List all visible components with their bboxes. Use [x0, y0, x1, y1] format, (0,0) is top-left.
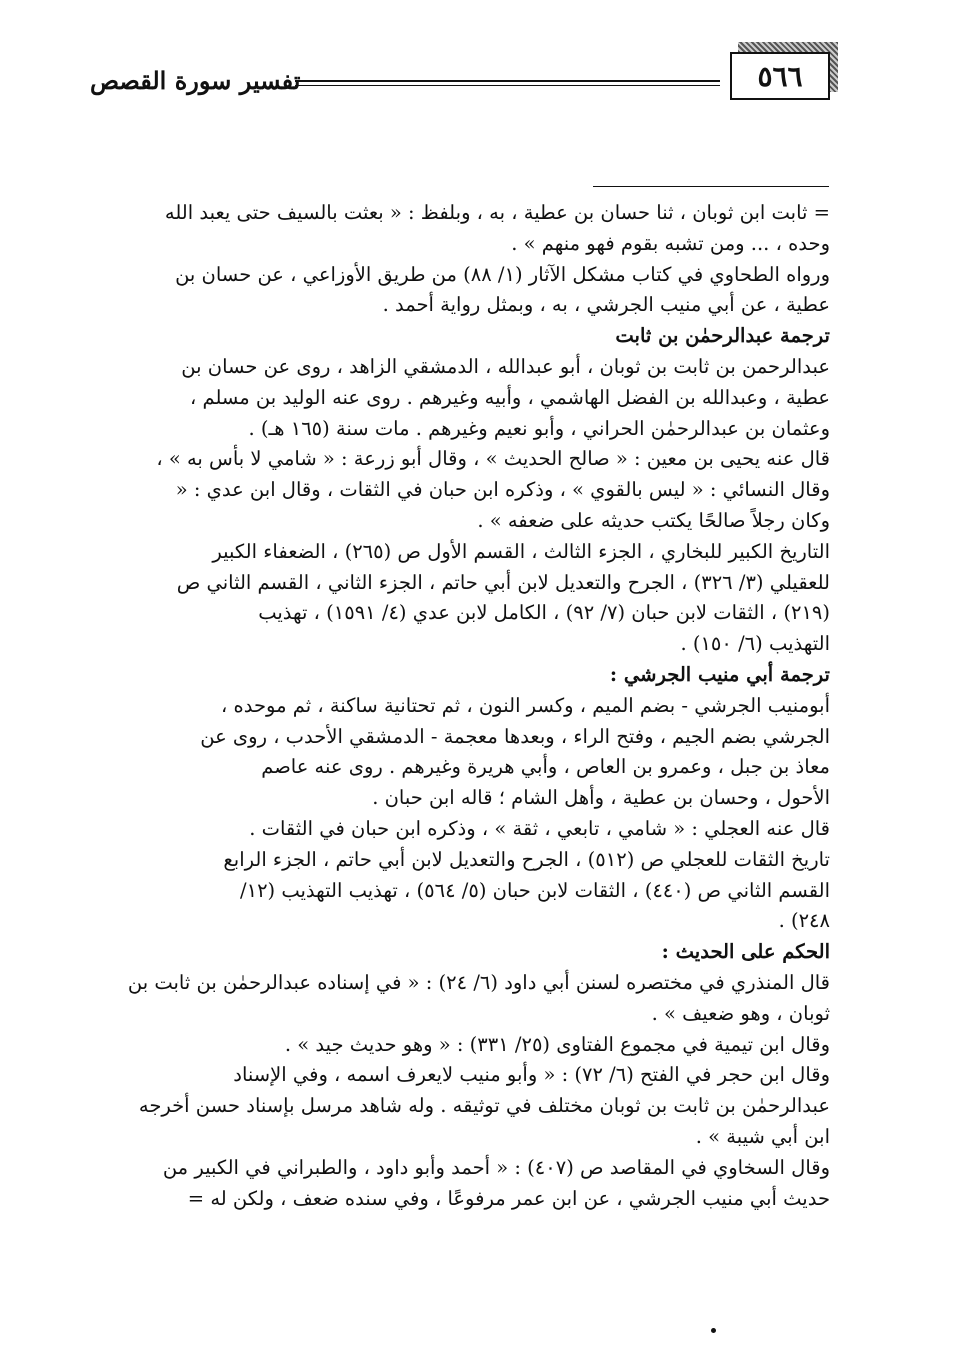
text-line: معاذ بن جبل ، وعمرو بن العاص ، وأبي هريرة وغيرهم . روى عنه عاصم	[261, 755, 830, 779]
section-heading: الحكم على الحديث :	[661, 940, 830, 964]
text-line: وقال ابن تيمية في مجموع الفتاوى (٢٥/ ٣٣١) : « وهو حديث جيد » .	[284, 1032, 830, 1056]
page-mark-dot	[711, 1328, 716, 1333]
text-line: القسم الثاني ص (٤٤٠) ، الثقات لابن حبان (٥/ ٥٦٤) ، تهذيب التهذيب (١٢/	[240, 878, 830, 902]
running-title: تفسير سورة القصص	[90, 66, 301, 95]
text-line: وحده ، ... ومن تشبه بقوم فهو منهم » .	[511, 231, 830, 255]
text-line: وقال ابن حجر في الفتح (٦/ ٧٢) : « وأبو منيب لايعرف اسمه ، وفي الإسناد	[233, 1063, 830, 1087]
header-rule-thin	[295, 85, 720, 86]
text-line: ٢٤٨) .	[778, 909, 830, 933]
text-line: تاريخ الثقات للعجلي ص (٥١٢) ، الجرح والتعديل لابن أبي حاتم ، الجزء الرابع	[223, 847, 830, 871]
page-number: ٥٦٦	[730, 52, 830, 100]
text-line: عطية ، عن أبي منيب الجرشي ، به ، وبمثل رواية أحمد .	[382, 293, 830, 317]
text-line: الأحول ، وحسان بن عطية ، وأهل الشام ؛ قاله ابن حبان .	[372, 786, 830, 810]
footnote-body	[92, 198, 830, 1214]
text-line: قال عنه يحيى بن معين : « صالح الحديث » ، وقال أبو زرعة : « شامي لا بأس به » ،	[156, 447, 830, 471]
text-line: قال المنذري في مختصره لسنن أبي داود (٦/ ٢٤) : « في إسناده عبدالرحمٰن بن ثابت بن	[127, 970, 830, 994]
section-heading: ترجمة أبي منيب الجرشي :	[609, 662, 830, 686]
text-line: عبدالرحمن بن ثابت بن ثوبان ، أبو عبدالله ، الدمشقي الزاهد ، روى عن حسان بن	[181, 354, 830, 378]
text-line: ورواه الطحاوي في كتاب مشكل الآثار (١/ ٨٨) من طريق الأوزاعي ، عن حسان بن	[175, 262, 830, 286]
text-line: وقال السخاوي في المقاصد ص (٤٠٧) : « أحمد وأبو داود ، والطبراني في الكبير من	[162, 1155, 830, 1179]
text-line: عبدالرحمٰن بن ثابت بن ثوبان مختلف في توثيقه . وله شاهد مرسل بإسناد حسن أخرجه	[138, 1094, 830, 1118]
text-line: ثوبان ، وهو ضعيف » .	[651, 1001, 830, 1025]
text-line: عطية ، وعبدالله بن الفضل الهاشمي ، وأبيه وغيرهم . روى عنه الوليد بن مسلم ،	[189, 385, 830, 409]
text-line: وكان رجلاً صالحًا يكتب حديثه على ضعفه » .	[477, 508, 830, 532]
text-line: للعقيلي (٣/ ٣٢٦) ، الجرح والتعديل لابن أبي حاتم ، الجزء الثاني ، القسم الثاني ص	[176, 570, 830, 594]
page-header	[80, 40, 830, 110]
text-line: ابن أبي شيبة » .	[695, 1124, 830, 1148]
text-line: وعثمان بن عبدالرحمٰن الحراني ، وأبو نعيم وغيرهم . مات سنة (١٦٥ هـ) .	[248, 416, 830, 440]
text-line: الجرشي بضم الجيم ، وفتح الراء ، وبعدها معجمة - الدمشقي الأحدب ، روى عن	[200, 724, 830, 748]
text-line: = ثابت ابن ثوبان ، ثنا حسان بن عطية ، به ، وبلفظ : « بعثت بالسيف حتى يعبد الله	[164, 201, 830, 224]
text-line: قال عنه العجلي : « شامي ، تابعي ، ثقة » ، وذكره ابن حبان في الثقات .	[249, 816, 830, 840]
header-rule-thick	[295, 80, 720, 82]
text-line: وقال النسائي : « ليس بالقوي » ، وذكره ابن حبان في الثقات ، وقال ابن عدي : «	[175, 478, 830, 502]
text-line: التهذيب (٦/ ١٥٠) .	[680, 632, 830, 656]
text-line: أبومنيب الجرشي - بضم الميم ، وكسر النون ، ثم تحتانية ساكنة ، ثم موحده ،	[221, 693, 830, 717]
text-line: التاريخ الكبير للبخاري ، الجزء الثالث ، القسم الأول ص (٢٦٥) ، الضعفاء الكبير	[212, 539, 830, 563]
text-line: (٢١٩) ، الثقات لابن حبان (٧/ ٩٢) ، الكامل لابن عدي (٤/ ١٥٩١) ، تهذيب	[258, 601, 830, 625]
text-line: حديث أبي منيب الجرشي ، عن ابن عمر مرفوعًا ، وفي سنده ضعف ، ولكن له =	[187, 1186, 830, 1210]
section-heading: ترجمة عبدالرحمٰن بن ثابت	[615, 324, 830, 348]
footnote-separator	[593, 186, 829, 187]
